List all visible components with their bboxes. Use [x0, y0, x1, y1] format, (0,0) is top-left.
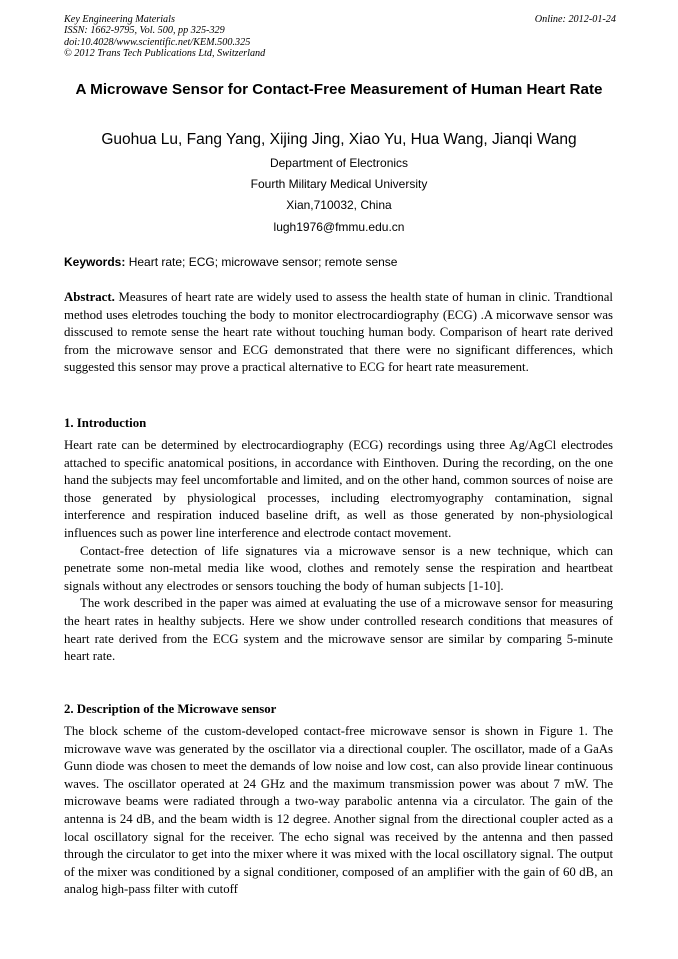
- author-list: Guohua Lu, Fang Yang, Xijing Jing, Xiao Yu, Hua Wang, Jianqi Wang: [101, 131, 577, 148]
- affiliation-university: Fourth Military Medical University: [250, 177, 428, 191]
- keywords-text: Heart rate; ECG; microwave sensor; remote sense: [128, 255, 398, 269]
- section-2-heading: 2. Description of the Microwave sensor: [64, 702, 277, 716]
- online-date: Online: 2012-01-24: [534, 14, 616, 25]
- author-email: lugh1976@fmmu.edu.cn: [273, 220, 405, 234]
- section-1-body: [64, 437, 613, 666]
- paragraph: Contact-free detection of life signatures via a microwave sensor is a new technique, which can penetrate some non-metal media like wood, clothes and remotely sense the respiration and heartbeat signals without any electrodes or sensors touching the body of human subjects [1-10].: [64, 543, 613, 593]
- doi-line: doi:10.4028/www.scientific.net/KEM.500.325: [64, 36, 251, 48]
- abstract: [64, 289, 613, 377]
- keywords-label: Keywords:: [64, 255, 126, 269]
- affiliation-city: Xian,710032, China: [286, 198, 392, 212]
- keywords: [64, 255, 616, 270]
- paragraph: The work described in the paper was aimed at evaluating the use of a microwave sensor for measuring the heart rates in healthy subjects. Here we show under controlled research conditions that measures of heart rate derived from the ECG system and the microwave sensor are similar by comparing 5-minute heart rate.: [64, 596, 613, 664]
- journal-name: Key Engineering Materials: [64, 14, 175, 25]
- journal-header: [64, 14, 616, 60]
- section-1-heading: 1. Introduction: [64, 416, 147, 430]
- paragraph: The block scheme of the custom-developed contact-free microwave sensor is shown in Figure 1. The microwave wave was generated by the oscillator via a directional coupler. The oscillator, made of a GaAs Gunn diode was chosen to meet the demands of low noise and low cost, can also provide linear continuous waves. The oscillator operated at 24 GHz and the maximum transmission power was about 7 mW. The microwave beams were radiated through a two-way parabolic antenna via a circulator. The gain of the antenna is 24 dB, and the beam width is 12 degree. Another signal from the directional coupler acted as a local oscillatory signal for the receiver. The echo signal was received by the antenna and then passed through the circulator to get into the mixer where it was mixed with the local oscillatory signal. The output of the mixer was conditioned by a signal conditioner, composed of an amplifier with the gain of 60 dB, an analog high-pass filter with cutoff: [64, 724, 613, 897]
- copyright-line: © 2012 Trans Tech Publications Ltd, Switzerland: [64, 48, 266, 60]
- paragraph: Heart rate can be determined by electrocardiography (ECG) recordings using three Ag/AgCl electrodes attached to specific anatomical positions, in accordance with Einthoven. During the recording, on the one hand the subjects may feel uncomfortable and limited, and on the other hand, common sources of noise are those generated by physiological processes, including electromyography contamination, signal interference and respiration induced baseline drift, as well as those generated by non-physiological influences such as power line interference and electrode contact movement.: [64, 438, 613, 540]
- abstract-text: Measures of heart rate are widely used to assess the health state of human in clinic. Trandtional method uses eletrodes touching the body to monitor electrocardiography (ECG) .A micorwave sensor was disscused to remote sense the heart rate without touching human body. Comparison of heart rate derived from the microwave sensor and ECG demonstrated that there were no significant differences, which suggested this sensor may prove a practical alternative to ECG for heart rate measurement.: [64, 290, 613, 375]
- paper-title: A Microwave Sensor for Contact-Free Measurement of Human Heart Rate: [75, 81, 603, 98]
- section-2-body: [64, 723, 613, 899]
- affiliation-department: Department of Electronics: [269, 156, 409, 170]
- issn-line: ISSN: 1662-9795, Vol. 500, pp 325-329: [64, 25, 225, 37]
- abstract-label: Abstract.: [64, 290, 115, 304]
